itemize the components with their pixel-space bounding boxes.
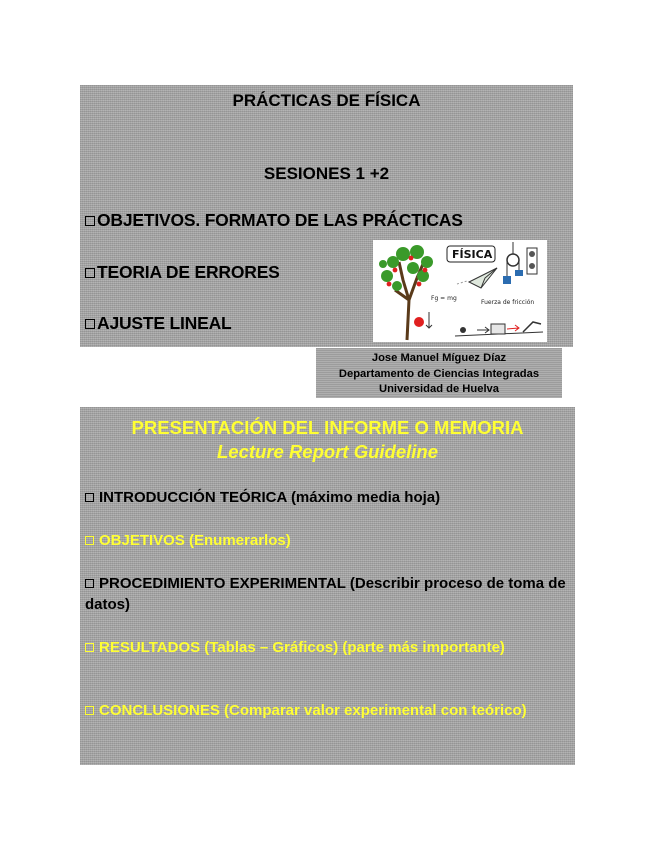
list-item-conclusiones: CONCLUSIONES (Comparar valor experimental con teórico) bbox=[85, 700, 570, 721]
slide-subtitle: SESIONES 1 +2 bbox=[263, 164, 390, 183]
note-gravity: Fg = mg bbox=[431, 295, 457, 302]
author-university: Universidad de Huelva bbox=[379, 383, 499, 395]
physics-illustration bbox=[373, 240, 547, 342]
author-name: Jose Manuel Míguez Díaz bbox=[371, 352, 507, 364]
slide-title: PRÁCTICAS DE FÍSICA bbox=[232, 91, 421, 110]
checkbox-icon bbox=[85, 493, 94, 502]
checkbox-icon bbox=[85, 706, 94, 715]
note-friction: Fuerza de fricción bbox=[481, 299, 535, 306]
checkbox-icon bbox=[85, 579, 94, 588]
paper-plane-icon bbox=[457, 268, 497, 288]
pulley-icon bbox=[503, 242, 523, 284]
author-department: Departamento de Ciencias Integradas bbox=[338, 367, 540, 380]
checkbox-icon bbox=[85, 536, 94, 545]
friction-block-icon bbox=[455, 322, 543, 336]
apple-tree-icon bbox=[379, 245, 433, 340]
checkbox-icon bbox=[85, 643, 94, 652]
slide-report-guideline bbox=[80, 407, 575, 765]
checkbox-icon bbox=[85, 319, 95, 329]
list-item-objetivos: OBJETIVOS. FORMATO DE LAS PRÁCTICAS bbox=[85, 210, 463, 231]
checkbox-icon bbox=[85, 268, 95, 278]
slide-title: PRESENTACIÓN DEL INFORME O MEMORIA bbox=[131, 417, 524, 438]
falling-apple-icon bbox=[414, 312, 432, 328]
list-item-objetivos: OBJETIVOS (Enumerarlos) bbox=[85, 530, 570, 551]
list-item-introduccion: INTRODUCCIÓN TEÓRICA (máximo media hoja) bbox=[85, 487, 570, 508]
coil-icon bbox=[527, 248, 537, 274]
list-item-ajuste: AJUSTE LINEAL bbox=[85, 313, 232, 334]
list-item-procedimiento: PROCEDIMIENTO EXPERIMENTAL (Describir proceso de toma de datos) bbox=[85, 575, 566, 613]
checkbox-icon bbox=[85, 216, 95, 226]
list-item-resultados: RESULTADOS (Tablas – Gráficos) (parte más importante) bbox=[85, 637, 570, 658]
author-box bbox=[316, 348, 562, 398]
illustration-heading: FÍSICA bbox=[452, 248, 493, 261]
slide-subtitle: Lecture Report Guideline bbox=[216, 441, 438, 462]
list-item-errores: TEORIA DE ERRORES bbox=[85, 262, 280, 283]
